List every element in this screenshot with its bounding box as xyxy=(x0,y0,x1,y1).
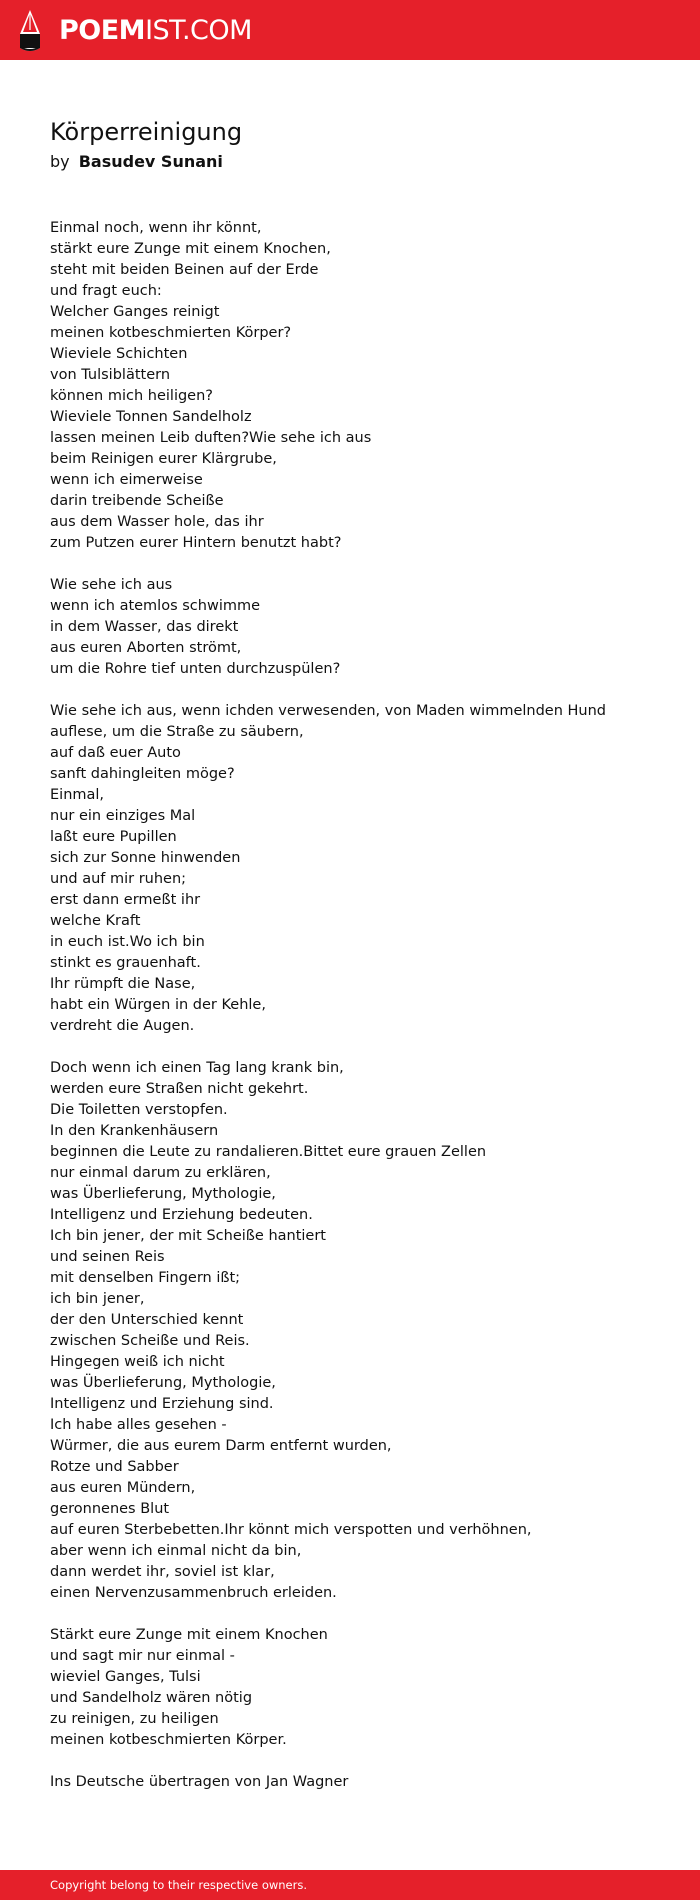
poem-line: geronnenes Blut xyxy=(50,1501,170,1517)
poem-line: Ich habe alles gesehen - xyxy=(50,1417,227,1433)
poem-line: auf euren Sterbebetten.Ihr könnt mich verspotten und verhöhnen, xyxy=(50,1522,532,1538)
poem-line: nur einmal darum zu erklären, xyxy=(50,1165,271,1181)
copyright-text: Copyright belong to their respective owners. xyxy=(50,1878,308,1892)
poem-line: Ihr rümpft die Nase, xyxy=(50,976,196,992)
poem-line: Rotze und Sabber xyxy=(50,1459,179,1475)
poem-line: darin treibende Scheiße xyxy=(50,493,224,509)
poem-stanza xyxy=(50,1772,680,1793)
poem-line: stärkt eure Zunge mit einem Knochen, xyxy=(50,241,331,257)
poem-line: in dem Wasser, das direkt xyxy=(50,619,239,635)
poem-line: von Tulsiblättern xyxy=(50,367,171,383)
poem-line: Ich bin jener, der mit Scheiße hantiert xyxy=(50,1228,326,1244)
poem-line: meinen kotbeschmierten Körper. xyxy=(50,1732,287,1748)
poem-line: Einmal noch, wenn ihr könnt, xyxy=(50,220,262,236)
poem-line: sich zur Sonne hinwenden xyxy=(50,850,241,866)
poem-stanza xyxy=(50,218,680,554)
poem-line: in euch ist.Wo ich bin xyxy=(50,934,205,950)
poem-heading xyxy=(50,117,670,173)
poem-body xyxy=(50,218,680,1814)
poem-stanza xyxy=(50,575,680,680)
poem-title: Körperreinigung xyxy=(50,118,243,146)
poem-line: aber wenn ich einmal nicht da bin, xyxy=(50,1543,302,1559)
logo-text-bold: POEM xyxy=(59,15,146,46)
pen-nib-icon xyxy=(18,10,42,52)
poem-line: steht mit beiden Beinen auf der Erde xyxy=(50,262,319,278)
poem-line: aus dem Wasser hole, das ihr xyxy=(50,514,264,530)
site-footer xyxy=(0,1870,700,1900)
poem-line: Wie sehe ich aus, wenn ichden verwesenden, von Maden wimmelnden Hund xyxy=(50,703,607,719)
poem-line: sanft dahingleiten möge? xyxy=(50,766,235,782)
logo-text xyxy=(59,10,252,52)
poem-line: Stärkt eure Zunge mit einem Knochen xyxy=(50,1627,328,1643)
poem-line: meinen kotbeschmierten Körper? xyxy=(50,325,292,341)
poem-line: erst dann ermeßt ihr xyxy=(50,892,201,908)
poem-line: was Überlieferung, Mythologie, xyxy=(50,1375,276,1391)
poem-line: beim Reinigen eurer Klärgrube, xyxy=(50,451,277,467)
poem-line: Wieviele Schichten xyxy=(50,346,188,362)
poem-line: Hingegen weiß ich nicht xyxy=(50,1354,225,1370)
poem-line: Einmal, xyxy=(50,787,105,803)
poem-line: können mich heiligen? xyxy=(50,388,213,404)
poem-line: Doch wenn ich einen Tag lang krank bin, xyxy=(50,1060,344,1076)
poem-line: In den Krankenhäusern xyxy=(50,1123,219,1139)
site-logo[interactable] xyxy=(18,10,252,52)
poem-line: Intelligenz und Erziehung sind. xyxy=(50,1396,274,1412)
poem-line: Ins Deutsche übertragen von Jan Wagner xyxy=(50,1774,349,1790)
poem-line: welche Kraft xyxy=(50,913,141,929)
poem-line: mit denselben Fingern ißt; xyxy=(50,1270,241,1286)
poem-line: der den Unterschied kennt xyxy=(50,1312,244,1328)
poem-line: ich bin jener, xyxy=(50,1291,145,1307)
poem-line: Würmer, die aus eurem Darm entfernt wurden, xyxy=(50,1438,392,1454)
poem-line: was Überlieferung, Mythologie, xyxy=(50,1186,276,1202)
poem-line: und fragt euch: xyxy=(50,283,162,299)
poem-line: auf daß euer Auto xyxy=(50,745,181,761)
poem-line: aus euren Aborten strömt, xyxy=(50,640,242,656)
poem-line: zum Putzen eurer Hintern benutzt habt? xyxy=(50,535,342,551)
poem-line: zu reinigen, zu heiligen xyxy=(50,1711,219,1727)
poem-line: um die Rohre tief unten durchzuspülen? xyxy=(50,661,341,677)
poem-stanza xyxy=(50,1058,680,1604)
poem-line: wenn ich atemlos schwimme xyxy=(50,598,261,614)
poem-line: verdreht die Augen. xyxy=(50,1018,195,1034)
poem-line: werden eure Straßen nicht gekehrt. xyxy=(50,1081,309,1097)
poem-line: Wieviele Tonnen Sandelholz xyxy=(50,409,252,425)
poem-line: zwischen Scheiße und Reis. xyxy=(50,1333,250,1349)
logo-text-light: IST.COM xyxy=(145,15,252,46)
by-label: by xyxy=(50,152,70,171)
poem-line: dann werdet ihr, soviel ist klar, xyxy=(50,1564,275,1580)
poem-line: und Sandelholz wären nötig xyxy=(50,1690,253,1706)
poem-line: und seinen Reis xyxy=(50,1249,165,1265)
poem-line: Wie sehe ich aus xyxy=(50,577,173,593)
poem-line: und sagt mir nur einmal - xyxy=(50,1648,235,1664)
poem-line: wieviel Ganges, Tulsi xyxy=(50,1669,201,1685)
poem-byline xyxy=(50,151,670,173)
poem-line: nur ein einziges Mal xyxy=(50,808,196,824)
poem-line: Welcher Ganges reinigt xyxy=(50,304,220,320)
poem-line: einen Nervenzusammenbruch erleiden. xyxy=(50,1585,337,1601)
poem-line: auflese, um die Straße zu säubern, xyxy=(50,724,304,740)
poem-stanza xyxy=(50,1625,680,1751)
poem-line: beginnen die Leute zu randalieren.Bittet eure grauen Zellen xyxy=(50,1144,487,1160)
poem-line: laßt eure Pupillen xyxy=(50,829,177,845)
poem-line: wenn ich eimerweise xyxy=(50,472,203,488)
poem-stanza xyxy=(50,701,680,1037)
poem-line: aus euren Mündern, xyxy=(50,1480,196,1496)
poem-line: Die Toiletten verstopfen. xyxy=(50,1102,228,1118)
author-name[interactable]: Basudev Sunani xyxy=(78,152,223,171)
poem-line: stinkt es grauenhaft. xyxy=(50,955,201,971)
poem-line: Intelligenz und Erziehung bedeuten. xyxy=(50,1207,313,1223)
poem-line: lassen meinen Leib duften?Wie sehe ich aus xyxy=(50,430,372,446)
poem-line: und auf mir ruhen; xyxy=(50,871,187,887)
poem-line: habt ein Würgen in der Kehle, xyxy=(50,997,266,1013)
site-header xyxy=(0,0,700,60)
